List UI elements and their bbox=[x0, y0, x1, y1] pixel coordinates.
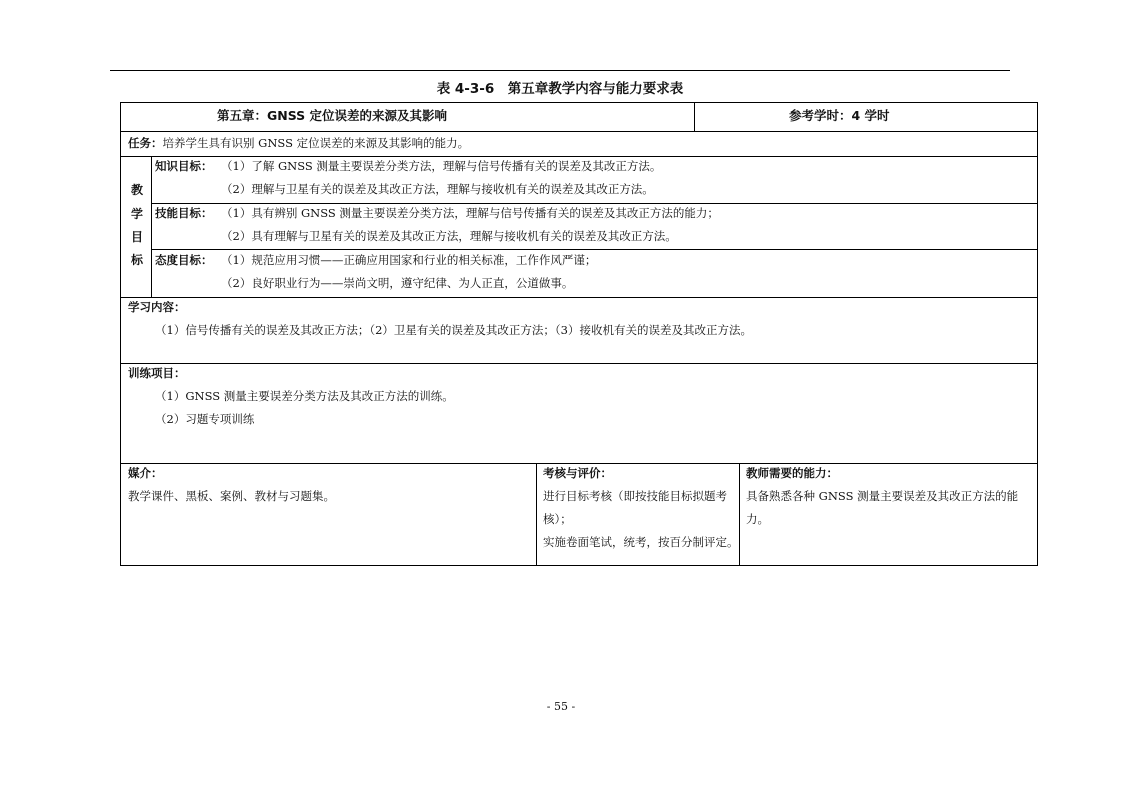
knowledge-goal-line: （2）理解与卫星有关的误差及其改正方法，理解与接收机有关的误差及其改正方法。 bbox=[221, 182, 654, 196]
page-number: - 55 - bbox=[546, 700, 576, 713]
media-text: 教学课件、黑板、案例、教材与习题集。 bbox=[128, 489, 335, 503]
attitude-goal-line: （1）规范应用习惯——正确应用国家和行业的相关标准，工作作风严谨； bbox=[221, 253, 597, 267]
side-label-char: 教 bbox=[130, 183, 143, 197]
chapter-title: 第五章：GNSS 定位误差的来源及其影响 bbox=[217, 108, 448, 123]
course-table bbox=[120, 102, 1038, 566]
skill-goal-line: （1）具有辨别 GNSS 测量主要误差分类方法，理解与信号传播有关的误差及其改正方法的能力； bbox=[221, 206, 719, 220]
divider bbox=[121, 463, 1037, 464]
knowledge-goal-line: （1）了解 GNSS 测量主要误差分类方法，理解与信号传播有关的误差及其改正方法。 bbox=[221, 159, 662, 173]
divider bbox=[151, 156, 152, 297]
side-label-char: 学 bbox=[130, 207, 143, 221]
divider bbox=[151, 249, 1037, 250]
divider bbox=[536, 463, 537, 565]
divider bbox=[694, 103, 695, 131]
divider bbox=[121, 297, 1037, 298]
table-caption: 表 4-3-6 第五章教学内容与能力要求表 bbox=[436, 81, 684, 97]
side-label-char: 标 bbox=[130, 253, 143, 267]
learning-content-text: （1）信号传播有关的误差及其改正方法；（2）卫星有关的误差及其改正方法；（3）接收机有关的误差及其改正方法。 bbox=[155, 323, 752, 337]
assessment-line: 实施卷面笔试，统考，按百分制评定。 bbox=[543, 535, 739, 549]
knowledge-goal-label: 知识目标： bbox=[155, 159, 213, 173]
teacher-ability-label: 教师需要的能力： bbox=[746, 466, 838, 480]
assessment-line: 核）； bbox=[543, 512, 572, 526]
training-item: （1）GNSS 测量主要误差分类方法及其改正方法的训练。 bbox=[155, 389, 454, 403]
training-item: （2）习题专项训练 bbox=[155, 412, 255, 426]
media-label: 媒介： bbox=[128, 466, 163, 480]
header-rule bbox=[110, 70, 1010, 71]
divider bbox=[739, 463, 740, 565]
divider bbox=[121, 363, 1037, 364]
reference-hours: 参考学时：4 学时 bbox=[789, 108, 890, 123]
teacher-ability-line: 具备熟悉各种 GNSS 测量主要误差及其改正方法的能 bbox=[746, 489, 1019, 503]
task-label: 任务： bbox=[128, 136, 163, 150]
assessment-line: 进行目标考核（即按技能目标拟题考 bbox=[543, 489, 727, 503]
learning-content-label: 学习内容： bbox=[128, 300, 186, 314]
assessment-label: 考核与评价： bbox=[543, 466, 612, 480]
divider bbox=[121, 131, 1037, 132]
skill-goal-label: 技能目标： bbox=[155, 206, 213, 220]
skill-goal-line: （2）具有理解与卫星有关的误差及其改正方法，理解与接收机有关的误差及其改正方法。 bbox=[221, 229, 677, 243]
teacher-ability-line: 力。 bbox=[746, 512, 769, 526]
task-text: 培养学生具有识别 GNSS 定位误差的来源及其影响的能力。 bbox=[162, 136, 470, 150]
task-row bbox=[128, 136, 469, 150]
training-label: 训练项目： bbox=[128, 366, 186, 380]
side-label-char: 目 bbox=[130, 230, 143, 244]
divider bbox=[151, 203, 1037, 204]
divider bbox=[121, 156, 1037, 157]
attitude-goal-line: （2）良好职业行为——崇尚文明，遵守纪律、为人正直，公道做事。 bbox=[221, 276, 574, 290]
attitude-goal-label: 态度目标： bbox=[155, 253, 213, 267]
